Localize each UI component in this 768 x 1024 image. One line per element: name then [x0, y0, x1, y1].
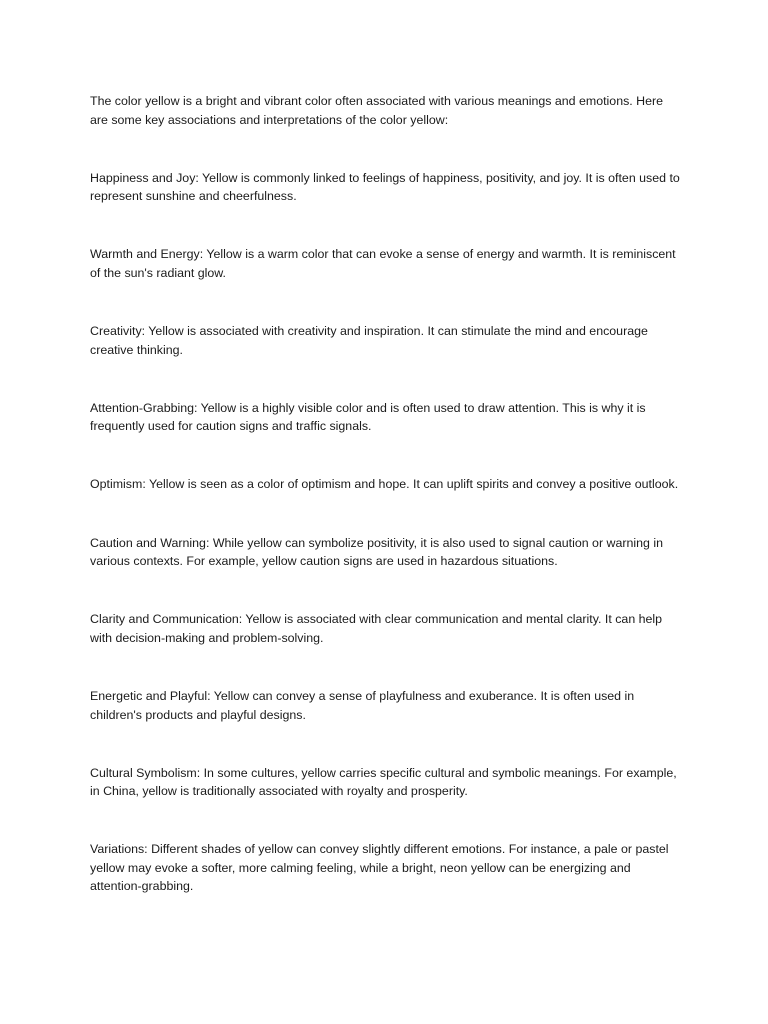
paragraph-warmth-and-energy: Warmth and Energy: Yellow is a warm color that can evoke a sense of energy and warmth. It is reminiscent of the sun's radiant glow.: [90, 247, 676, 280]
paragraph-cultural-symbolism: Cultural Symbolism: In some cultures, yellow carries specific cultural and symbolic meanings. For example, in China, yellow is traditionally associated with royalty and prosperity.: [90, 765, 677, 799]
paragraph-variations: Variations: Different shades of yellow can convey slightly different emotions. For instance, a pale or pastel yellow may evoke a softer, more calming feeling, while a bright, neon yellow can be energizing and attention-grabbing.: [90, 842, 669, 894]
intro-paragraph: The color yellow is a bright and vibrant color often associated with various meanings and emotions. Here are some key associations and interpretations of the color yellow:: [90, 94, 664, 127]
paragraph-caution-and-warning: Caution and Warning: While yellow can symbolize positivity, it is also used to signal caution or warning in various contexts. For example, yellow caution signs are used in hazardous situations.: [90, 535, 663, 569]
document-body: [90, 92, 682, 936]
paragraph-clarity-and-communication: Clarity and Communication: Yellow is associated with clear communication and mental clarity. It can help with decision-making and problem-solving.: [90, 612, 663, 645]
paragraph-energetic-and-playful: Energetic and Playful: Yellow can convey a sense of playfulness and exuberance. It is often used in children's products and playful designs.: [90, 688, 635, 722]
paragraph-attention-grabbing: Attention-Grabbing: Yellow is a highly visible color and is often used to draw attention. This is why it is frequently used for caution signs and traffic signals.: [90, 400, 646, 434]
paragraph-happiness-and-joy: Happiness and Joy: Yellow is commonly linked to feelings of happiness, positivity, and joy. It is often used to represent sunshine and cheerfulness.: [90, 170, 680, 204]
paragraph-creativity: Creativity: Yellow is associated with creativity and inspiration. It can stimulate the mind and encourage creative thinking.: [90, 324, 648, 357]
paragraph-optimism: Optimism: Yellow is seen as a color of optimism and hope. It can uplift spirits and convey a positive outlook.: [90, 477, 679, 492]
